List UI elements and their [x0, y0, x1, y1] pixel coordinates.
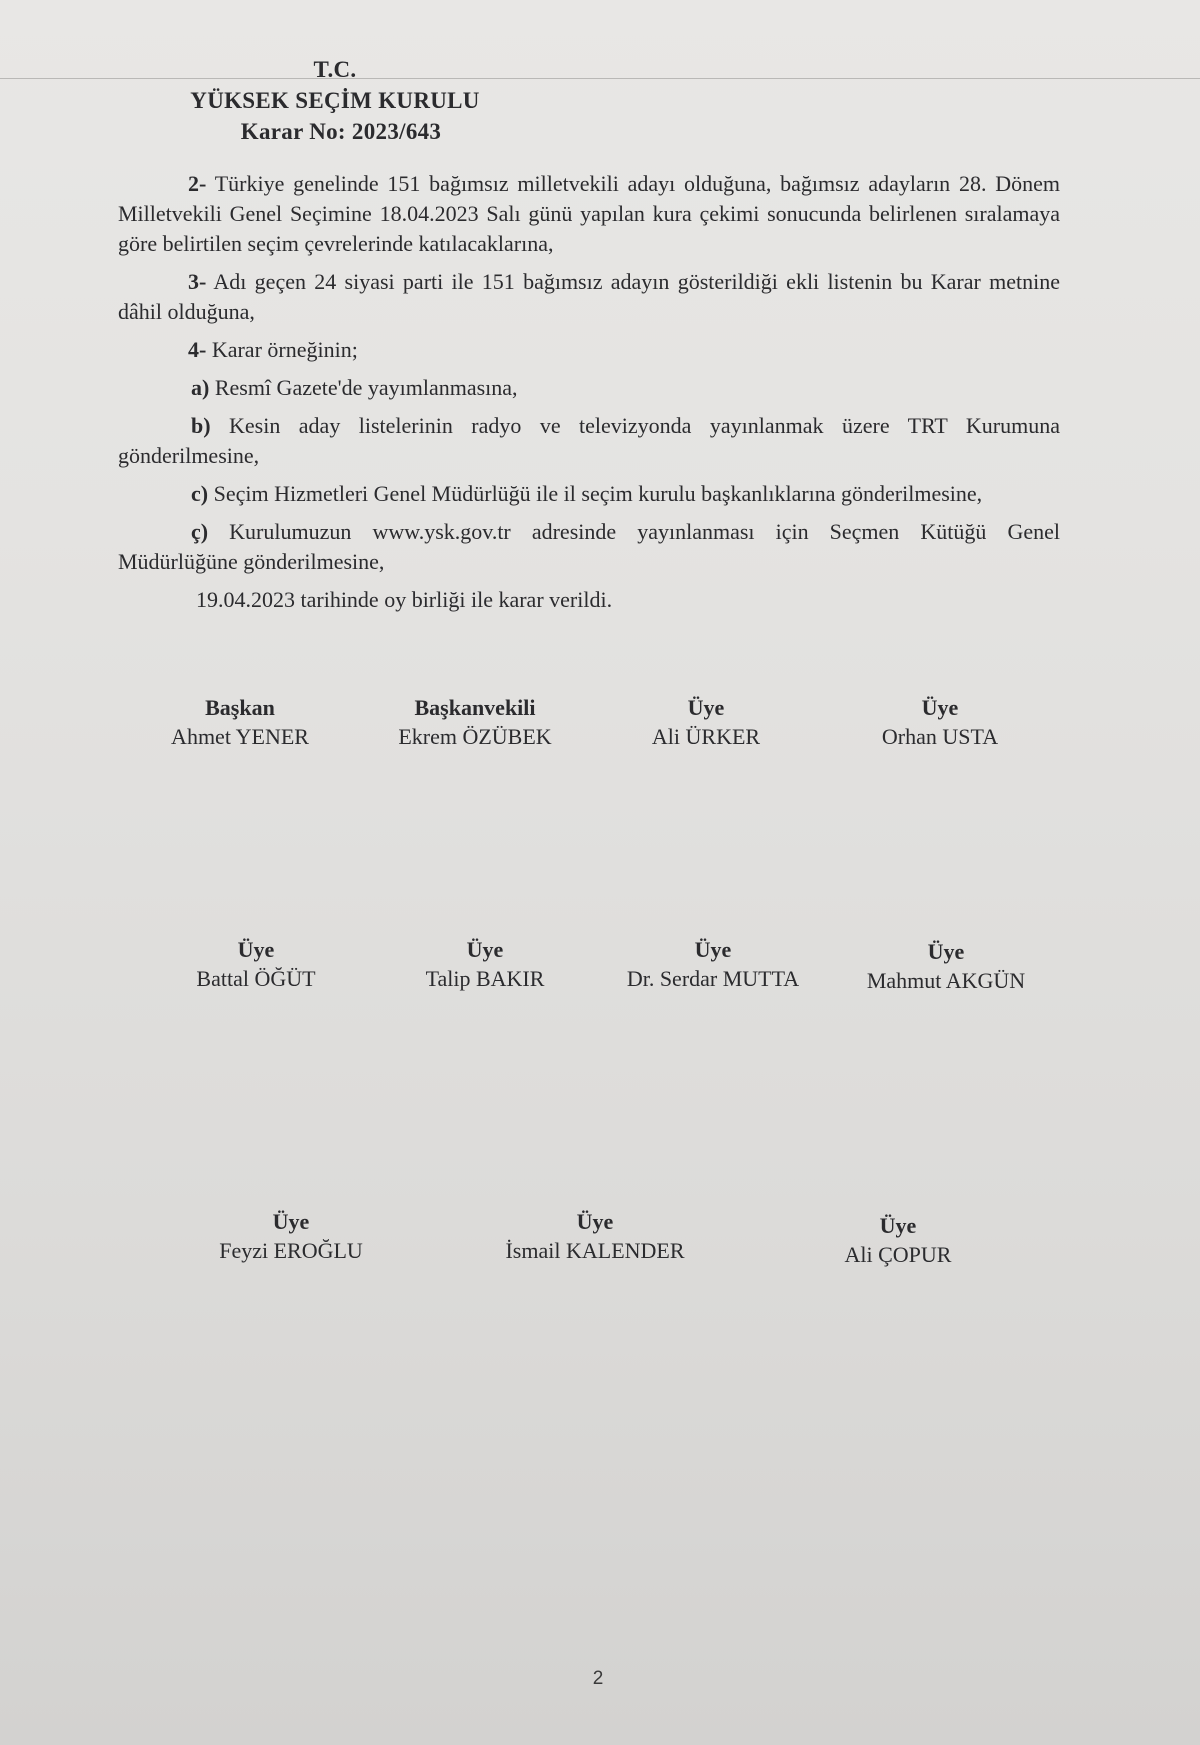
signatory-name: İsmail KALENDER [505, 1238, 685, 1263]
decision-body [118, 169, 1060, 615]
signature-block [652, 693, 760, 751]
signature-block [426, 935, 545, 993]
paragraph-4 [118, 335, 1060, 365]
signature-block [845, 1211, 952, 1269]
item-c-letter: c) [191, 481, 209, 506]
document-header [170, 54, 500, 147]
signatory-name: Battal ÖĞÜT [196, 966, 316, 991]
signatory-name: Dr. Serdar MUTTA [626, 966, 800, 991]
signatory-role: Üye [921, 695, 959, 720]
signatory-name: Ahmet YENER [171, 724, 309, 749]
signatory-name: Feyzi EROĞLU [219, 1238, 363, 1263]
signatory-name: Mahmut AKGÜN [866, 968, 1026, 993]
paragraph-2-text: Türkiye genelinde 151 bağımsız milletvekili adayı olduğuna, bağımsız adayların 28. Dönem Milletvekili Genel Seçimine 18.04.2023 Salı günü yapılan kura çekimi sonucunda belirlenen sıralamaya göre belirtilen seçim çevrelerinde katılacaklarına, [118, 171, 1060, 256]
paragraph-3 [118, 267, 1060, 327]
signatory-role: Üye [466, 937, 504, 962]
signatory-role: Üye [272, 1209, 310, 1234]
signatory-name: Orhan USTA [881, 724, 999, 749]
item-a-text: Resmî Gazete'de yayımlanmasına, [214, 375, 518, 400]
paragraph-2-number: 2- [188, 171, 207, 196]
item-a [118, 373, 1060, 403]
signatory-role: Başkan [205, 695, 275, 720]
signature-block [627, 935, 799, 993]
signatory-role: Başkanvekili [414, 695, 536, 720]
signatory-name: Talip BAKIR [425, 966, 545, 991]
signature-block [219, 1207, 363, 1265]
signatory-role: Üye [576, 1209, 614, 1234]
header-institution: YÜKSEK SEÇİM KURULU [190, 88, 480, 113]
signatory-name: Ali ÜRKER [651, 724, 761, 749]
paragraph-3-number: 3- [188, 269, 207, 294]
item-cedilla-text: Kurulumuzun www.ysk.gov.tr adresinde yayınlanması için Seçmen Kütüğü Genel Müdürlüğüne gönderilmesine, [118, 519, 1060, 574]
signature-block [867, 937, 1025, 995]
signatory-role: Üye [879, 1213, 917, 1238]
page-number: 2 [592, 1668, 604, 1689]
signature-block [196, 935, 315, 993]
signatory-name: Ali ÇOPUR [844, 1242, 952, 1267]
paragraph-4-number: 4- [188, 337, 207, 362]
final-statement: 19.04.2023 tarihinde oy birliği ile karar verildi. [196, 587, 613, 612]
signatory-role: Üye [687, 695, 725, 720]
item-cedilla-letter: ç) [191, 519, 209, 544]
paragraph-4-text: Karar örneğinin; [211, 337, 358, 362]
paragraph-2 [118, 169, 1060, 259]
item-c [118, 479, 1060, 509]
item-cedilla [118, 517, 1060, 577]
signature-block [505, 1207, 684, 1265]
paragraph-3-text: Adı geçen 24 siyasi parti ile 151 bağımsız adayın gösterildiği ekli listenin bu Karar metnine dâhil olduğuna, [118, 269, 1060, 324]
signature-block [882, 693, 998, 751]
header-decision-number: Karar No: 2023/643 [240, 119, 442, 144]
item-b-letter: b) [191, 413, 211, 438]
signatory-role: Üye [927, 939, 965, 964]
item-a-letter: a) [191, 375, 210, 400]
signature-block [171, 693, 309, 751]
signatory-role: Üye [694, 937, 732, 962]
signatory-role: Üye [237, 937, 275, 962]
item-c-text: Seçim Hizmetleri Genel Müdürlüğü ile il seçim kurulu başkanlıklarına gönderilmesine, [213, 481, 983, 506]
signature-block [398, 693, 551, 751]
item-b-text: Kesin aday listelerinin radyo ve televizyonda yayınlanmak üzere TRT Kurumuna gönderilmesine, [118, 413, 1060, 468]
signatory-name: Ekrem ÖZÜBEK [398, 724, 552, 749]
header-tc: T.C. [313, 57, 357, 82]
item-b [118, 411, 1060, 471]
